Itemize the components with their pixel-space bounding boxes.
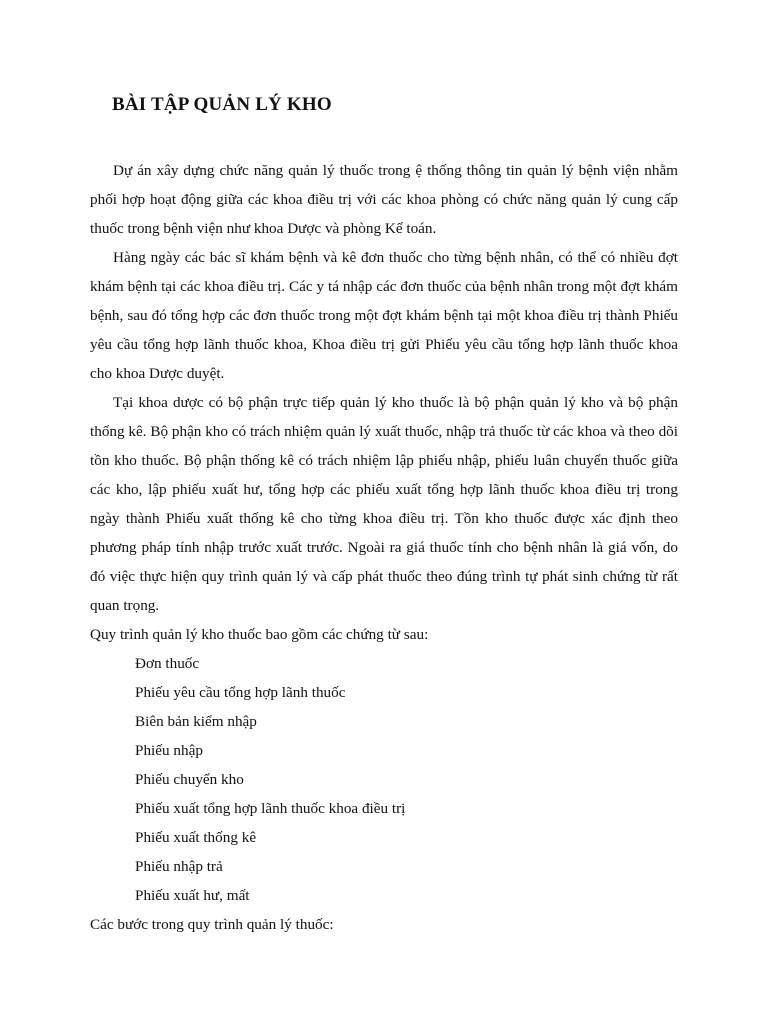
document-body (90, 156, 678, 939)
paragraph-project-intro: Dự án xây dựng chức năng quản lý thuốc trong ệ thống thông tin quản lý bệnh viện nhằm phối hợp hoạt động giữa các khoa điều trị với các khoa phòng có chức năng quản lý cung cấp thuốc trong bệnh viện như khoa Dược và phòng Kế toán. (90, 162, 678, 237)
documents-list-intro: Quy trình quản lý kho thuốc bao gồm các chứng từ sau: (90, 626, 429, 643)
document-title: BÀI TẬP QUẢN LÝ KHO (112, 94, 332, 115)
documents-list (90, 649, 678, 910)
list-item: Đơn thuốc (135, 655, 200, 672)
list-item: Phiếu nhập trả (135, 858, 223, 875)
list-item: Phiếu nhập (135, 742, 203, 759)
list-item: Phiếu xuất tổng hợp lãnh thuốc khoa điều trị (135, 800, 406, 817)
list-item: Phiếu xuất thống kê (135, 829, 257, 846)
paragraph-pharmacy-departments: Tại khoa dược có bộ phận trực tiếp quản lý kho thuốc là bộ phận quản lý kho và bộ phận thống kê. Bộ phận kho có trách nhiệm quản lý xuất thuốc, nhập trả thuốc từ các khoa và theo dõi tồn kho thuốc. Bộ phận thống kê có trách nhiệm lập phiếu nhập, phiếu luân chuyển thuốc giữa các kho, lập phiếu xuất hư, tổng hợp các phiếu xuất tổng hợp lãnh thuốc khoa điều trị trong ngày thành Phiếu xuất thống kê cho từng khoa điều trị. Tồn kho thuốc được xác định theo phương pháp tính nhập trước xuất trước. Ngoài ra giá thuốc tính cho bệnh nhân là giá vốn, do đó việc thực hiện quy trình quản lý và cấp phát thuốc theo đúng trình tự phát sinh chứng từ rất quan trọng. (90, 394, 678, 614)
list-item: Phiếu xuất hư, mất (135, 887, 250, 904)
steps-intro: Các bước trong quy trình quản lý thuốc: (90, 916, 334, 933)
list-item: Phiếu yêu cầu tổng hợp lãnh thuốc (135, 684, 346, 701)
paragraph-daily-process: Hàng ngày các bác sĩ khám bệnh và kê đơn thuốc cho từng bệnh nhân, có thể có nhiều đợt khám bệnh tại các khoa điều trị. Các y tá nhập các đơn thuốc của bệnh nhân trong một đợt khám bệnh, sau đó tổng hợp các đơn thuốc trong một đợt khám bệnh tại một khoa điều trị thành Phiếu yêu cầu tổng hợp lãnh thuốc khoa, Khoa điều trị gửi Phiếu yêu cầu tổng hợp lãnh thuốc khoa cho khoa Dược duyệt. (90, 249, 678, 382)
list-item: Phiếu chuyển kho (135, 771, 244, 788)
list-item: Biên bản kiểm nhập (135, 713, 257, 730)
